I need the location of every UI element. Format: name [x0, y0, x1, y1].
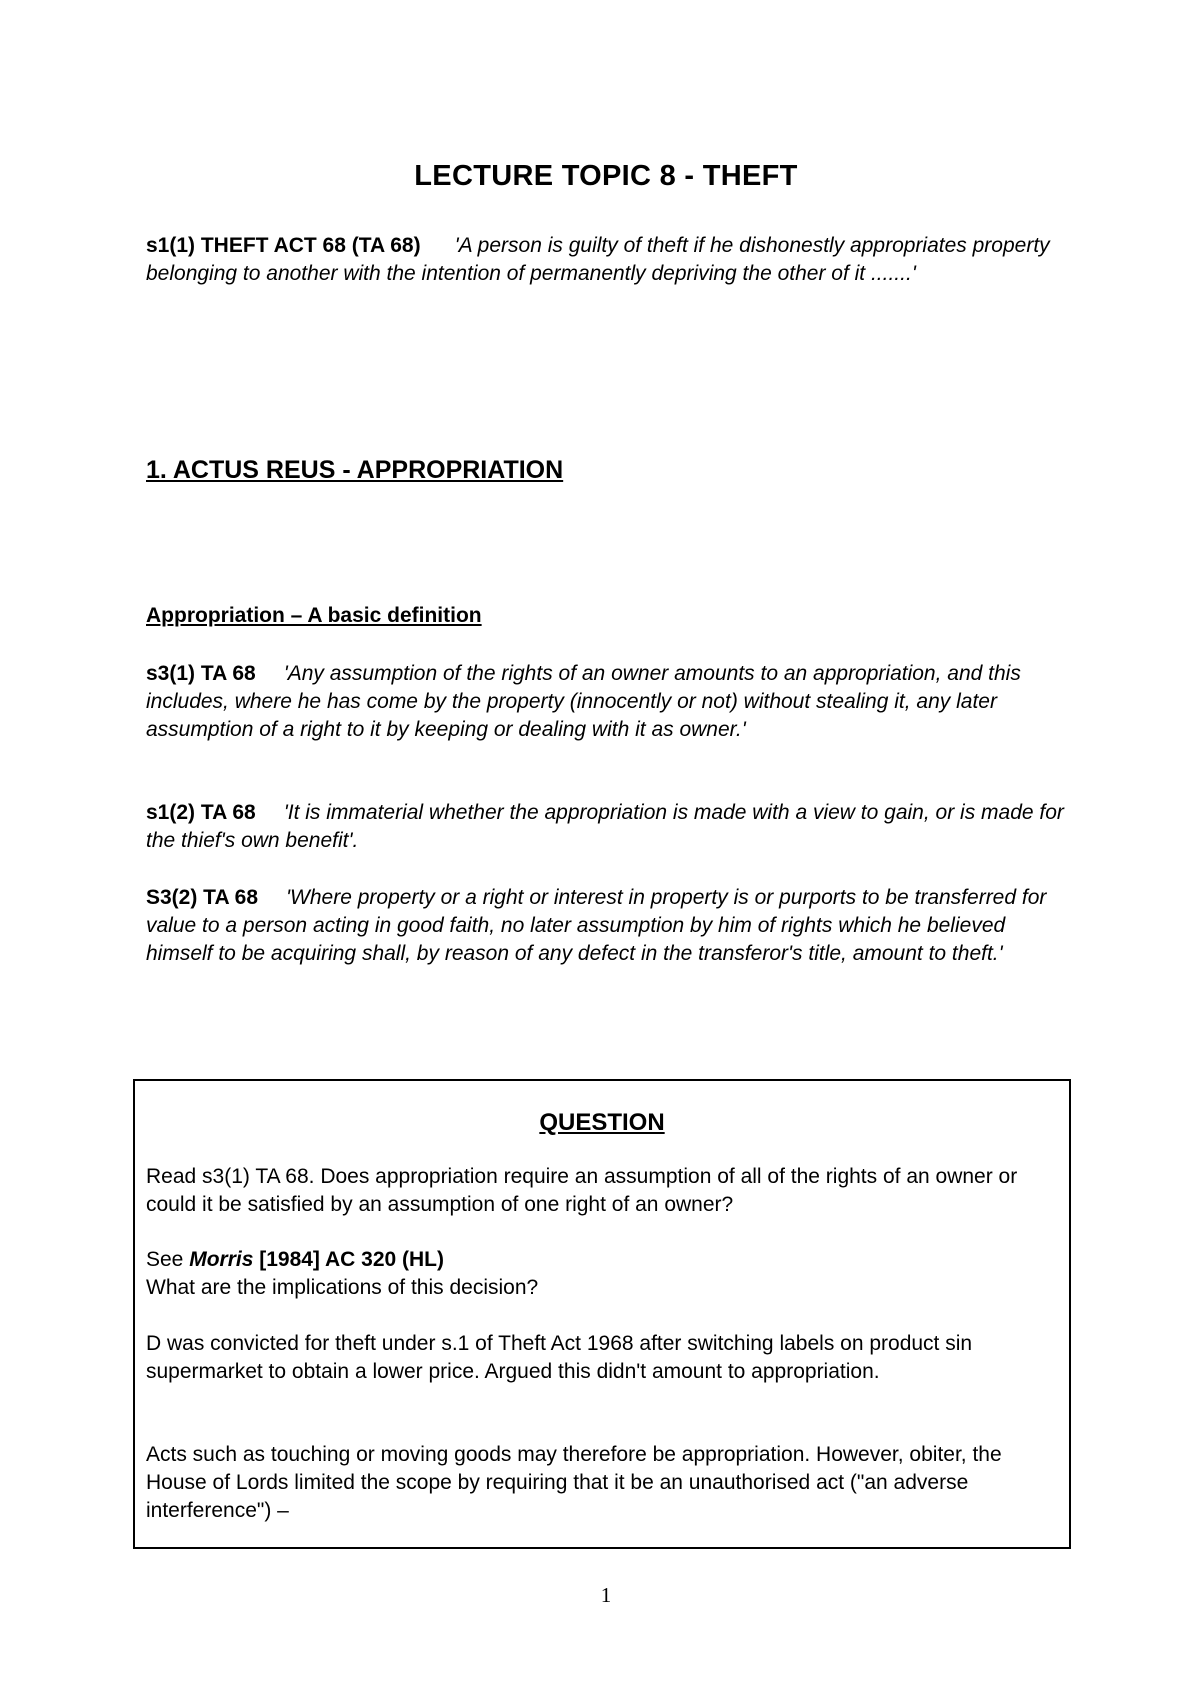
provision-s1-2: [146, 799, 1076, 855]
provision-ref: S3(2) TA 68: [146, 886, 259, 909]
provision-quote: 'It is immaterial whether the appropriation is made with a view to gain, or is made for the thief's own benefit'.: [146, 801, 1064, 852]
provision-s3-2: [146, 884, 1076, 968]
theft-definition-quote: 'A person is guilty of theft if he dishonestly appropriates property belonging to another with the intention of permanently depriving the other of it .......': [146, 234, 1050, 285]
question-heading: QUESTION: [539, 1109, 665, 1136]
case-name: Morris: [189, 1248, 254, 1271]
case-analysis: Acts such as touching or moving goods may therefore be appropriation. However, obiter, the House of Lords limited the scope by requiring that it be an unauthorised act ("an adverse interference") –: [146, 1443, 1002, 1522]
implications-question: What are the implications of this decision?: [146, 1276, 539, 1299]
page-title: LECTURE TOPIC 8 - THEFT: [414, 160, 798, 192]
theft-definition: [146, 232, 1076, 288]
provision-ref: s3(1) TA 68: [146, 662, 256, 685]
theft-definition-ref: s1(1) THEFT ACT 68 (TA 68): [146, 234, 421, 257]
question-prompt: Read s3(1) TA 68. Does appropriation require an assumption of all of the rights of an owner or could it be satisfied by an assumption of one right of an owner?: [146, 1165, 1018, 1216]
case-facts: D was convicted for theft under s.1 of Theft Act 1968 after switching labels on product sin supermarket to obtain a lower price. Argued this didn't amount to appropriation.: [146, 1332, 973, 1383]
provision-quote: 'Any assumption of the rights of an owner amounts to an appropriation, and this includes, where he has come by the property (innocently or not) without stealing it, any later assumption of a right to it by keeping or dealing with it as owner.': [146, 662, 1021, 741]
page-number: 1: [600, 1583, 612, 1607]
case-reference: [146, 1246, 1058, 1302]
provision-ref: s1(2) TA 68: [146, 801, 256, 824]
provision-s3-1: [146, 660, 1076, 744]
see-prefix: See: [146, 1248, 190, 1271]
subheading-appropriation: Appropriation – A basic definition: [146, 604, 482, 627]
provision-quote: 'Where property or a right or interest in property is or purports to be transferred for value to a person acting in good faith, no later assumption by him of rights which he believed himself to be acquiring shall, by reason of any defect in the transferor's title, amount to theft.': [146, 886, 1047, 965]
case-citation: [1984] AC 320 (HL): [253, 1248, 445, 1271]
section-heading-actus-reus: 1. ACTUS REUS - APPROPRIATION: [146, 456, 564, 484]
question-box: [133, 1079, 1071, 1549]
